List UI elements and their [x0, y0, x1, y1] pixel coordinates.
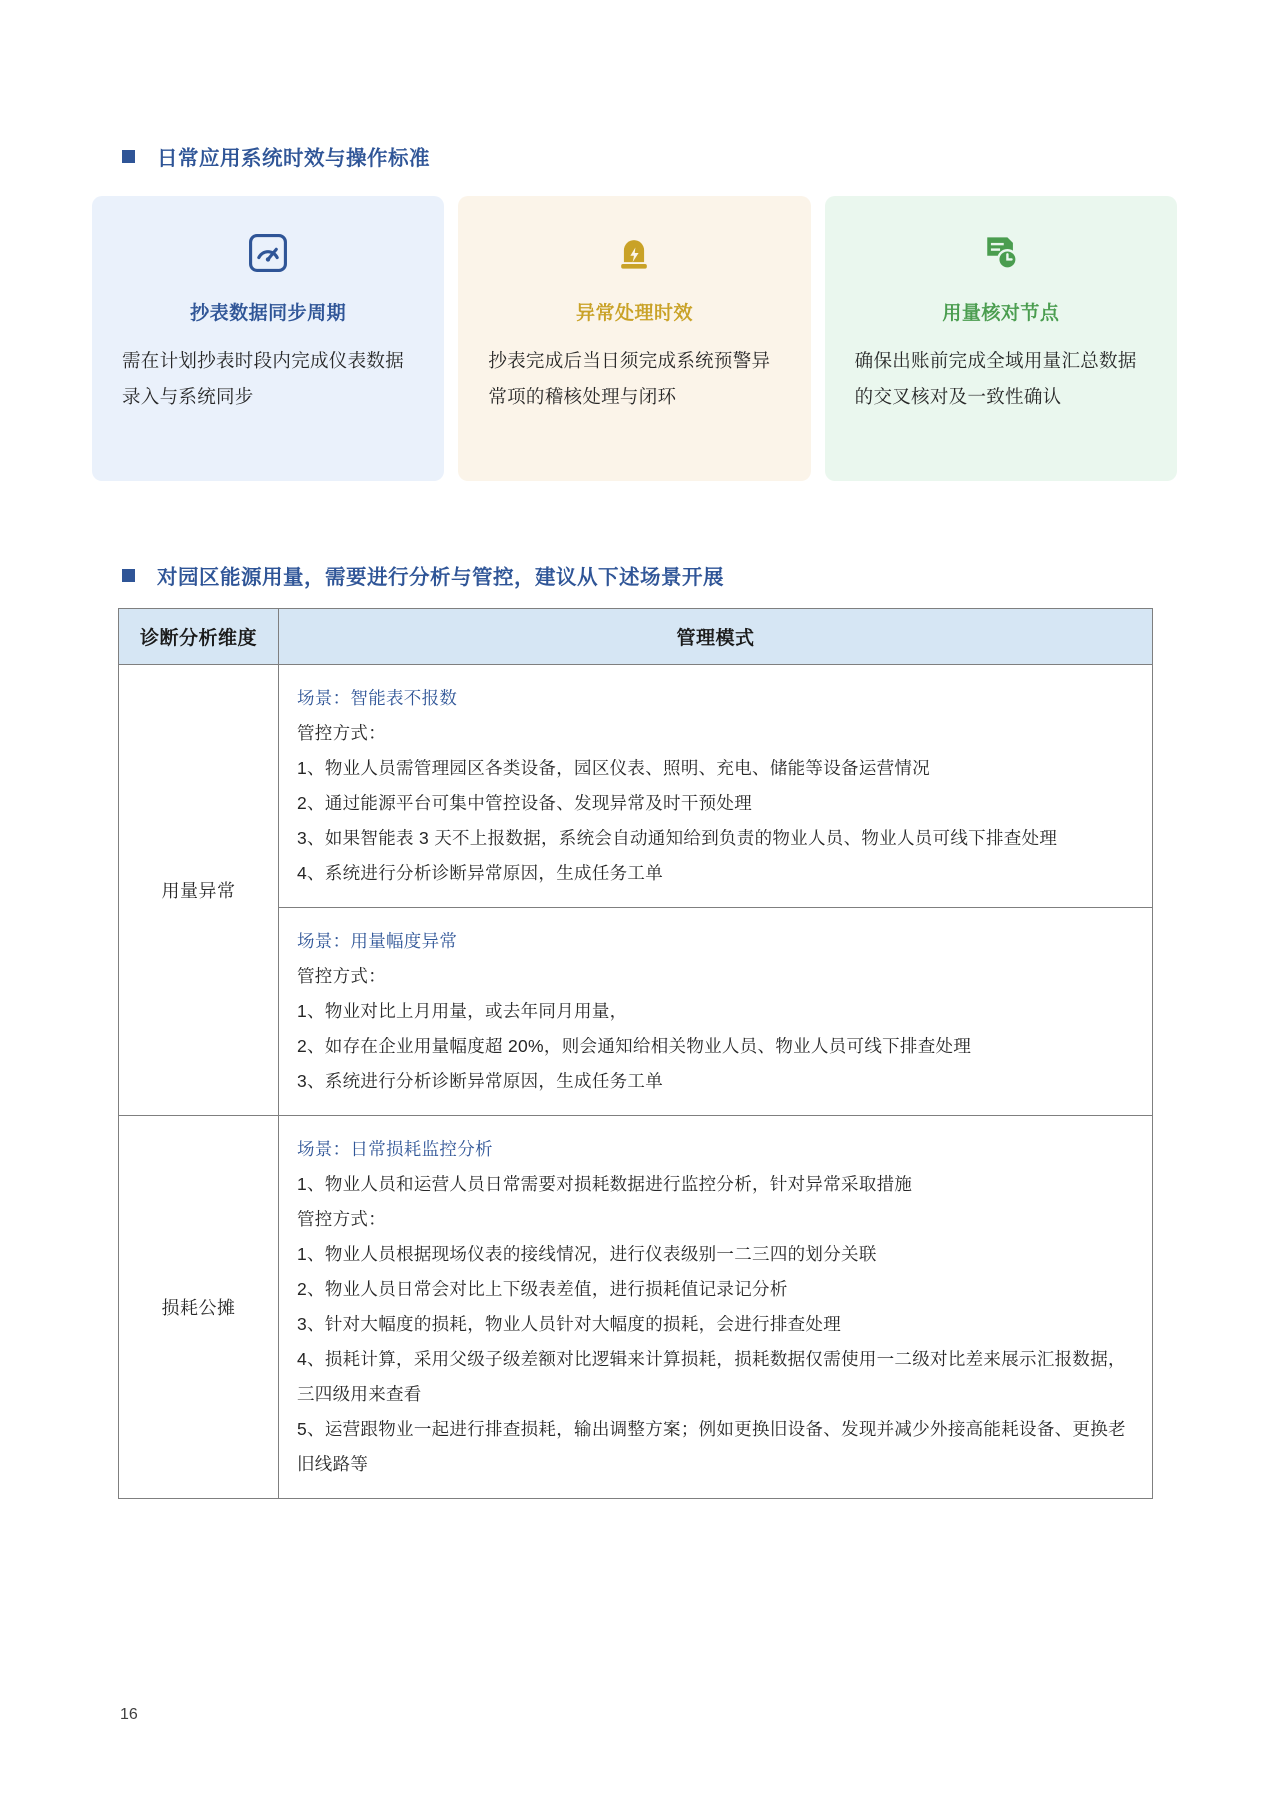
info-card-title: 异常处理时效: [575, 303, 693, 324]
info-card-usage-checkpoint: [825, 196, 1177, 481]
table-header-mode: 管理模式: [279, 609, 1153, 665]
meter-gauge-icon: [122, 230, 414, 276]
mode-line: 2、如存在企业用量幅度超 20%，则会通知给相关物业人员、物业人员可线下排查处理: [297, 1036, 972, 1056]
square-bullet-icon: [122, 150, 135, 163]
scene-label: 场景：智能表不报数: [297, 688, 458, 708]
info-card-meter-sync: [92, 196, 444, 481]
table-body: [119, 665, 1153, 1499]
table-header-dimension: 诊断分析维度: [119, 609, 279, 665]
info-card-group: [92, 196, 1177, 481]
mode-line: 4、系统进行分析诊断异常原因，生成任务工单: [297, 863, 664, 883]
section-title-text: 对园区能源用量，需要进行分析与管控，建议从下述场景开展: [157, 566, 724, 589]
mode-line: 3、针对大幅度的损耗，物业人员针对大幅度的损耗，会进行排查处理: [297, 1314, 842, 1334]
table-header: [119, 609, 1153, 665]
info-card-title: 抄表数据同步周期: [190, 303, 347, 324]
info-card-body: 需在计划抄表时段内完成仪表数据录入与系统同步: [122, 350, 405, 408]
section-heading-analysis: [122, 560, 724, 590]
mode-line: 3、系统进行分析诊断异常原因，生成任务工单: [297, 1071, 664, 1091]
mode-line: 2、物业人员日常会对比上下级表差值，进行损耗值记录记分析: [297, 1279, 788, 1299]
mode-line: 1、物业人员需管理园区各类设备，园区仪表、照明、充电、储能等设备运营情况: [297, 758, 931, 778]
mode-line: 管控方式：: [297, 966, 386, 986]
page-number: 16: [120, 1706, 138, 1723]
mode-line: 5、运营跟物业一起进行排查损耗，输出调整方案；例如更换旧设备、发现并减少外接高能耗设备、更换老旧线路等: [297, 1419, 1126, 1474]
mode-line: 1、物业人员和运营人员日常需要对损耗数据进行监控分析，针对异常采取措施: [297, 1174, 913, 1194]
dimension-cell-loss-apportionment: 损耗公摊: [119, 1116, 279, 1499]
mode-line: 4、损耗计算，采用父级子级差额对比逻辑来计算损耗，损耗数据仅需使用一二级对比差来展示汇报数据，三四级用来查看: [297, 1349, 1126, 1404]
management-mode-table: [118, 608, 1153, 1499]
scene-label: 场景：用量幅度异常: [297, 931, 458, 951]
mode-cell-scene-usage-amplitude: [279, 908, 1153, 1116]
table-header-row: [119, 609, 1153, 665]
dimension-cell-usage-anomaly: 用量异常: [119, 665, 279, 1116]
square-bullet-icon: [122, 569, 135, 582]
document-clock-icon: [855, 230, 1147, 276]
section-heading-operations: [122, 141, 430, 171]
scene-label: 场景：日常损耗监控分析: [297, 1139, 493, 1159]
mode-line: 1、物业人员根据现场仪表的接线情况，进行仪表级别一二三四的划分关联: [297, 1244, 877, 1264]
mode-line: 3、如果智能表 3 天不上报数据，系统会自动通知给到负责的物业人员、物业人员可线下排查处理: [297, 828, 1058, 848]
mode-line: 管控方式：: [297, 1209, 386, 1229]
mode-cell-scene-daily-loss-monitoring: [279, 1116, 1153, 1499]
table-row: [119, 1116, 1153, 1499]
section-title-text: 日常应用系统时效与操作标准: [157, 147, 430, 170]
alert-lightning-icon: [488, 230, 780, 276]
info-card-exception-handling: [458, 196, 810, 481]
info-card-title: 用量核对节点: [942, 303, 1060, 324]
mode-line: 管控方式：: [297, 723, 386, 743]
info-card-body: 抄表完成后当日须完成系统预警异常项的稽核处理与闭环: [488, 350, 771, 408]
mode-line: 1、物业对比上月用量，或去年同月用量，: [297, 1001, 628, 1021]
table-row: [119, 665, 1153, 908]
management-mode-table-wrapper: [118, 608, 1153, 1499]
mode-line: 2、通过能源平台可集中管控设备、发现异常及时干预处理: [297, 793, 753, 813]
mode-cell-scene-meter-no-report: [279, 665, 1153, 908]
info-card-body: 确保出账前完成全域用量汇总数据的交叉核对及一致性确认: [854, 350, 1137, 408]
